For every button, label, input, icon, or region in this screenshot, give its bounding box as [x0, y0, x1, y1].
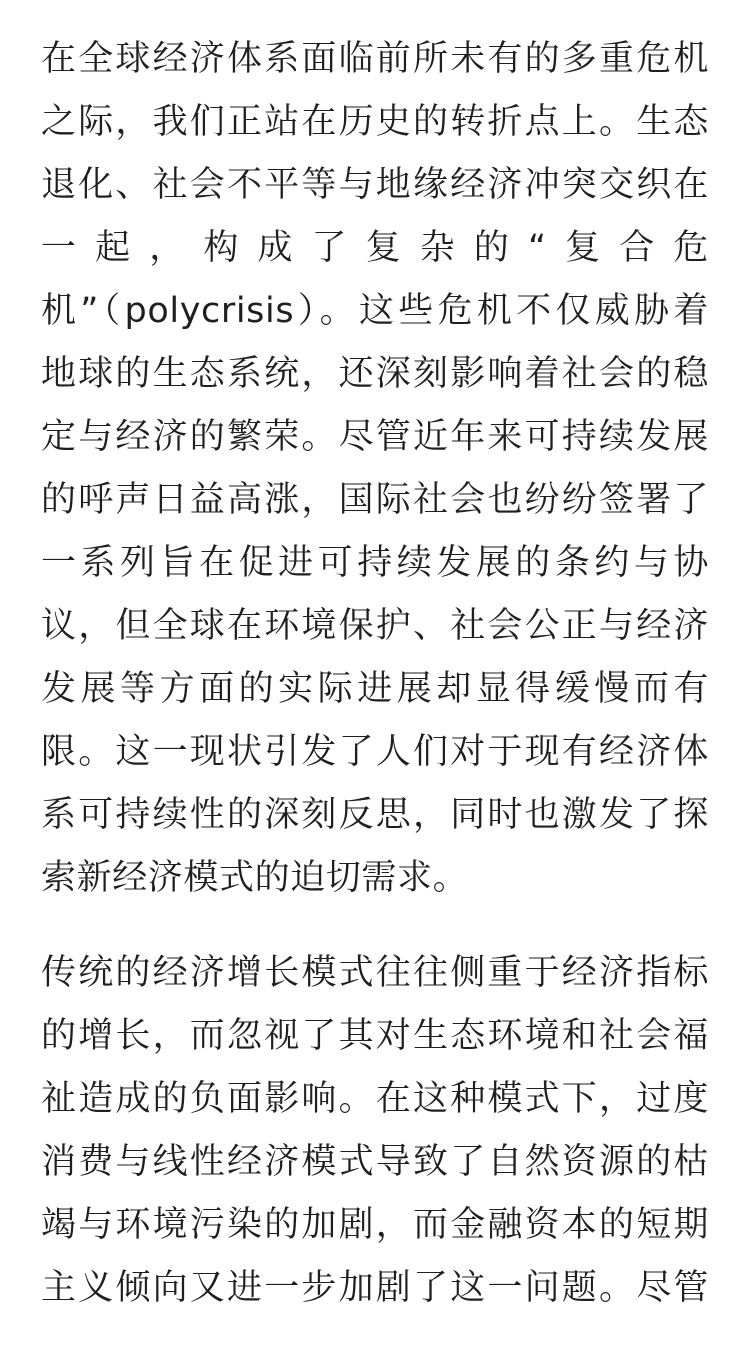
- paragraph-line: 的增长，而忽视了其对生态环境和社会福: [41, 1016, 709, 1056]
- paragraph-line: 祉造成的负面影响。在这种模式下，过度: [41, 1079, 709, 1119]
- paragraph-2: [41, 942, 709, 1320]
- paragraph-line: 索新经济模式的迫切需求。: [41, 858, 469, 898]
- paragraph-line: 发展等方面的实际进展却显得缓慢而有: [41, 669, 709, 709]
- paragraph-line: 传统的经济增长模式往往侧重于经济指标: [41, 953, 709, 993]
- paragraph-line: 主义倾向又进一步加剧了这一问题。尽管: [41, 1268, 709, 1308]
- paragraph-line: 在全球经济体系面临前所未有的多重危机: [41, 39, 709, 79]
- paragraph-line: 一起，构成了复杂的“复合危: [41, 228, 709, 268]
- paragraph-line: 定与经济的繁荣。尽管近年来可持续发展: [41, 417, 709, 457]
- paragraph-line: 系可持续性的深刻反思，同时也激发了探: [41, 795, 709, 835]
- paragraph-line: 之际，我们正站在历史的转折点上。生态: [41, 102, 709, 142]
- paragraph-1: [41, 28, 709, 910]
- article-body: [41, 28, 709, 1352]
- paragraph-line: 机”（polycrisis）。这些危机不仅威胁着: [41, 291, 709, 331]
- paragraph-line: 消费与线性经济模式导致了自然资源的枯: [41, 1142, 709, 1182]
- paragraph-line: 地球的生态系统，还深刻影响着社会的稳: [41, 354, 709, 394]
- paragraph-line: 竭与环境污染的加剧，而金融资本的短期: [41, 1205, 709, 1245]
- paragraph-line: 退化、社会不平等与地缘经济冲突交织在: [41, 165, 709, 205]
- paragraph-line: 一系列旨在促进可持续发展的条约与协: [41, 543, 709, 583]
- paragraph-line: 议，但全球在环境保护、社会公正与经济: [41, 606, 709, 646]
- paragraph-line: 限。这一现状引发了人们对于现有经济体: [41, 732, 709, 772]
- paragraph-line: 的呼声日益高涨，国际社会也纷纷签署了: [41, 480, 709, 520]
